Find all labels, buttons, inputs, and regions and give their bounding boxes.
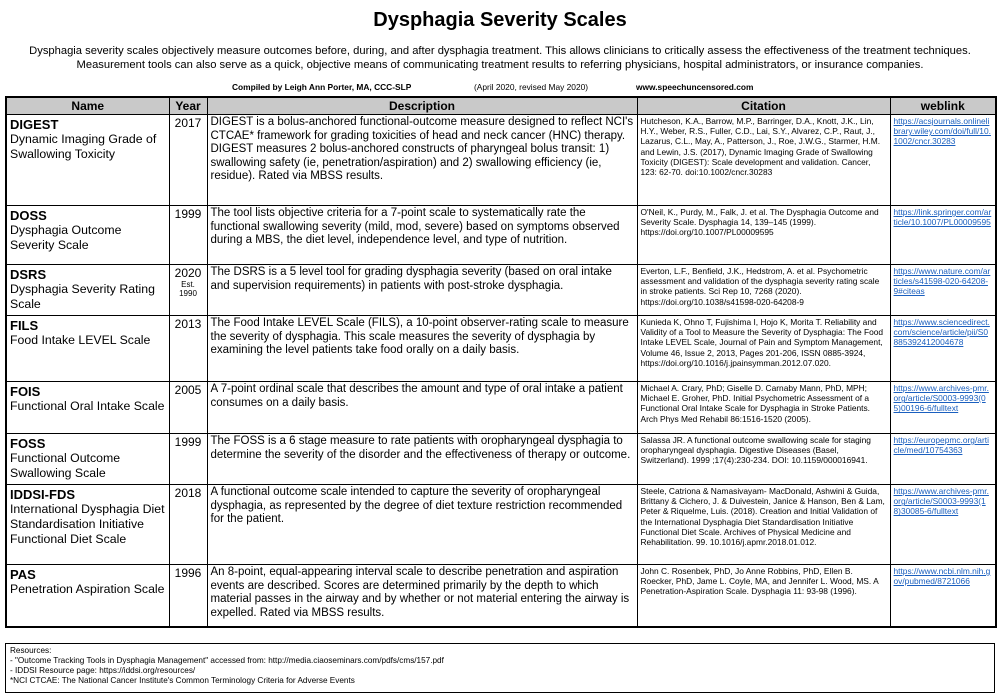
scale-abbreviation: PAS <box>10 567 36 582</box>
scale-abbreviation: DOSS <box>10 208 47 223</box>
scale-name-cell <box>6 382 169 434</box>
citation-cell: Everton, L.F., Benfield, J.K., Hedstrom, A. et al. Psychometric assessment and validation of the dysphagia severity rating scale in stroke patients. Sci Rep 10, 7268 (2020). https://doi.org/10.1038/s41598-020-64208-9 <box>637 265 890 316</box>
table-row <box>6 382 996 434</box>
citation-cell: Kunieda K, Ohno T, Fujishima I, Hojo K, Morita T. Reliability and Validity of a Tool to Measure the Severity of Dysphagia: The Food Intake LEVEL Scale, Journal of Pain and Symptom Management, Volume 46, Issue 2, 2013, Pages 201-206, ISSN 0885-3924, https://doi.org/10.1016/j.jpainsymman.2012.07.020. <box>637 316 890 382</box>
weblink[interactable]: https://www.ncbi.nlm.nih.gov/pubmed/8721066 <box>893 566 991 587</box>
table-row <box>6 434 996 485</box>
compiled-by: Compiled by Leigh Ann Porter, MA, CCC-SLP <box>232 82 412 92</box>
footnote: *NCI CTCAE: The National Cancer Institute's Common Terminology Criteria for Adverse Events <box>10 676 355 685</box>
resource-item: - IDDSI Resource page: https://iddsi.org/resources/ <box>10 666 196 675</box>
year-cell <box>169 382 207 434</box>
weblink-cell <box>890 382 996 434</box>
table-row <box>6 206 996 265</box>
year-cell <box>169 485 207 565</box>
column-header-name: Name <box>6 97 169 115</box>
citation-cell: Steele, Catriona & Namasivayam- MacDonald, Ashwini & Guida, Brittany & Cichero, J. & Duivestein, Janice & Hanson, Ben & Lam, Peter & Riquelme, Luis. (2018). Creation and Initial Validation of the International Dysphagia Diet Standardisation Initiative Functional Diet Scale. Archives of Physical Medicine and Rehabilitation. 99. 10.1016/j.apmr.2018.01.012. <box>637 485 890 565</box>
weblink[interactable]: https://link.springer.com/article/10.1007/PL00009595 <box>893 207 992 228</box>
year-value: 2020 <box>174 266 202 280</box>
resources-box <box>5 643 995 693</box>
scales-table <box>5 96 997 628</box>
scale-name-cell <box>6 485 169 565</box>
weblink-cell <box>890 485 996 565</box>
year-value: 2017 <box>174 116 202 130</box>
scale-name-cell <box>6 206 169 265</box>
scale-full-name: Dynamic Imaging Grade of Swallowing Toxicity <box>10 132 157 161</box>
scale-name-cell <box>6 434 169 485</box>
year-cell <box>169 434 207 485</box>
year-cell <box>169 565 207 627</box>
citation-cell: Michael A. Crary, PhD; Giselle D. Carnaby Mann, PhD, MPH; Michael E. Groher, PhD. Initial Psychometric Assessment of a Functional Oral Intake Scale for Dysphagia in Stroke Patients. Arch Phys Med Rehabil 86:1516-1520 (2005). <box>637 382 890 434</box>
revision-dates: (April 2020, revised May 2020) <box>474 82 589 92</box>
year-cell <box>169 115 207 206</box>
description-cell: DIGEST is a bolus-anchored functional-outcome measure designed to reflect NCI's CTCAE* framework for grading toxicities of head and neck cancer (HNC) therapy. DIGEST measures 2 bolus-anchored constructs of pharyngeal bolus transit: 1) swallowing safety (ie, penetration/aspiration) and 2) swallowing efficiency (ie, residue). Rated via MBSS results. <box>207 115 637 206</box>
page-title: Dysphagia Severity Scales <box>373 9 627 31</box>
year-value: 2013 <box>174 317 202 331</box>
scale-full-name: Functional Outcome Swallowing Scale <box>10 451 121 480</box>
table-row <box>6 565 996 627</box>
table-row <box>6 485 996 565</box>
weblink[interactable]: https://www.sciencedirect.com/science/article/pii/S0885392412004678 <box>893 317 990 348</box>
weblink-cell <box>890 206 996 265</box>
table-header-row <box>6 97 996 115</box>
scale-abbreviation: IDDSI-FDS <box>10 487 75 502</box>
description-cell: An 8-point, equal-appearing interval scale to describe penetration and aspiration events are described. Scores are determined primarily by the depth to which material passes in the airway and by whether or not material entering the airway is expelled. Rated via MBSS results. <box>207 565 637 627</box>
scale-abbreviation: FOSS <box>10 436 46 451</box>
scale-name-cell <box>6 265 169 316</box>
weblink-cell <box>890 115 996 206</box>
weblink[interactable]: https://europepmc.org/article/med/10754363 <box>893 435 989 456</box>
year-cell <box>169 265 207 316</box>
scale-full-name: Food Intake LEVEL Scale <box>10 333 151 347</box>
weblink-cell <box>890 265 996 316</box>
scale-full-name: Dysphagia Outcome Severity Scale <box>10 223 122 252</box>
weblink-cell <box>890 434 996 485</box>
year-value: 1999 <box>174 435 202 449</box>
year-value: 1996 <box>174 566 202 580</box>
description-cell: The Food Intake LEVEL Scale (FILS), a 10-point observer-rating scale to measure the severity of dysphagia. This scale measures the severity of dysphagia by examining the level patients take food orally on a daily basis. <box>207 316 637 382</box>
table-row <box>6 265 996 316</box>
table-row <box>6 115 996 206</box>
scale-name-cell <box>6 565 169 627</box>
description-cell: The FOSS is a 6 stage measure to rate patients with oropharyngeal dysphagia to determine the severity of the disorder and the effectiveness of therapy or outcome. <box>207 434 637 485</box>
year-cell <box>169 316 207 382</box>
year-cell <box>169 206 207 265</box>
scale-abbreviation: FILS <box>10 318 39 333</box>
column-header-citation: Citation <box>637 97 890 115</box>
established-year: Est. 1990 <box>179 280 197 298</box>
scale-name-cell <box>6 316 169 382</box>
scale-full-name: International Dysphagia Diet Standardisation Initiative Functional Diet Scale <box>10 502 165 546</box>
resources-heading: Resources: <box>10 646 52 655</box>
year-value: 1999 <box>174 207 202 221</box>
weblink-cell <box>890 565 996 627</box>
description-cell: The DSRS is a 5 level tool for grading dysphagia severity (based on oral intake and supervision requirements) in patients with post-stroke dysphagia. <box>207 265 637 316</box>
scale-abbreviation: DIGEST <box>10 117 59 132</box>
scale-full-name: Dysphagia Severity Rating Scale <box>10 282 155 311</box>
citation-cell: Hutcheson, K.A., Barrow, M.P., Barringer, D.A., Knott, J.K., Lin, H.Y., Weber, R.S., Fuller, C.D., Lai, S.Y., Alvarez, C.P., Raut, J., Lazarus, C.L., May, A., Patterson, J., Roe, J.W.G., Starmer, H.M. and Lewin, J.S. (2017), Dynamic Imaging Grade of Swallowing Toxicity (DIGEST): Scale development and validation. Cancer, 123: 62-70. doi:10.1002/cncr.30283 <box>637 115 890 206</box>
weblink[interactable]: https://www.archives-pmr.org/article/S0003-9993(18)30085-6/fulltext <box>893 486 989 517</box>
table-row <box>6 316 996 382</box>
website: www.speechuncensored.com <box>636 82 754 92</box>
citation-cell: Salassa JR. A functional outcome swallowing scale for staging oropharyngeal dysphagia. Digestive Diseases (Basel, Switzerland). 1999 ;17(4):230-234. DOI: 10.1159/000016941. <box>637 434 890 485</box>
weblink-cell <box>890 316 996 382</box>
description-cell: A 7-point ordinal scale that describes the amount and type of oral intake a patient consumes on a daily basis. <box>207 382 637 434</box>
year-value: 2018 <box>174 486 202 500</box>
resource-item: - "Outcome Tracking Tools in Dysphagia Management" accessed from: http://media.ciaoseminars.com/pdfs/cms/157.pdf <box>10 656 444 665</box>
citation-cell: John C. Rosenbek, PhD, Jo Anne Robbins, PhD, Ellen B. Roecker, PhD, Jame L. Coyle, MA, and Jennifer L. Wood, MS. A Penetration-Aspiration Scale. Dysphagia 11: 93-98 (1996). <box>637 565 890 627</box>
year-value: 2005 <box>174 383 202 397</box>
intro-paragraph: Dysphagia severity scales objectively measure outcomes before, during, and after dysphagia treatment. This allows clinicians to critically assess the effectiveness of the treatment techniques. Measurement tools can also serve as a quick, objective means of communicating treatment results to referring physicians, hospital administrators, or insurance companies. <box>29 45 971 71</box>
scale-full-name: Functional Oral Intake Scale <box>10 399 165 413</box>
description-cell: A functional outcome scale intended to capture the severity of oropharyngeal dysphagia, as represented by the degree of diet texture restriction recommended for the patient. <box>207 485 637 565</box>
column-header-description: Description <box>207 97 637 115</box>
column-header-year: Year <box>169 97 207 115</box>
citation-cell: O'Neil, K., Purdy, M., Falk, J. et al. The Dysphagia Outcome and Severity Scale. Dysphagia 14, 139–145 (1999). https://doi.org/10.1007/PL00009595 <box>637 206 890 265</box>
weblink[interactable]: https://www.nature.com/articles/s41598-020-64208-9#citeas <box>893 266 991 297</box>
column-header-weblink: weblink <box>890 97 996 115</box>
weblink[interactable]: https://www.archives-pmr.org/article/S0003-9993(05)00196-6/fulltext <box>893 383 989 414</box>
scale-name-cell <box>6 115 169 206</box>
scale-abbreviation: DSRS <box>10 267 47 282</box>
scale-abbreviation: FOIS <box>10 384 41 399</box>
scale-full-name: Penetration Aspiration Scale <box>10 582 165 596</box>
description-cell: The tool lists objective criteria for a 7-point scale to systematically rate the functional swallowing severity (mild, mod, severe) based on symptoms observed during a MBS, the diet level, independence level, and type of nutrition. <box>207 206 637 265</box>
weblink[interactable]: https://acsjournals.onlinelibrary.wiley.com/doi/full/10.1002/cncr.30283 <box>893 116 991 147</box>
